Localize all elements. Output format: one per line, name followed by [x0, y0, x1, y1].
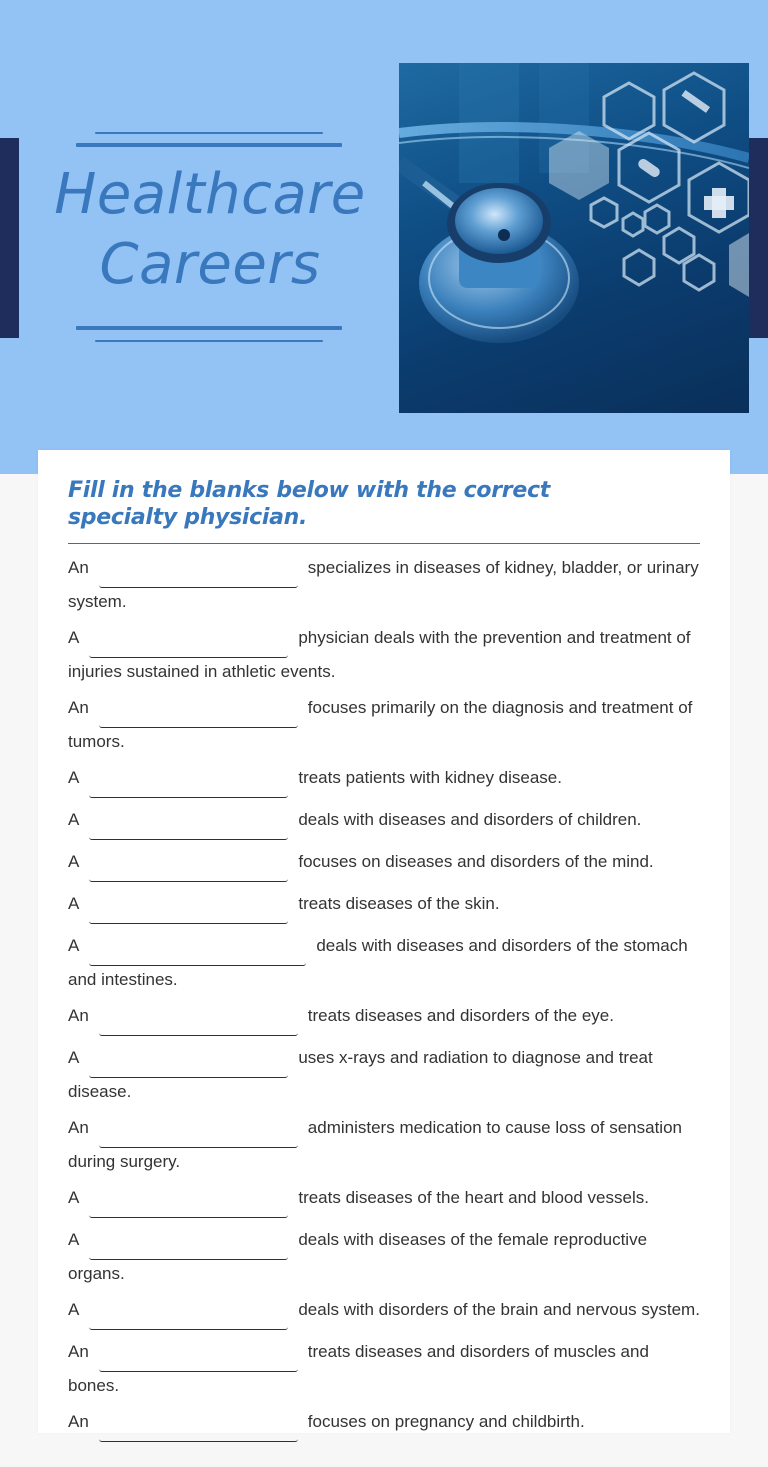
question-16 — [68, 1408, 700, 1442]
article: A — [68, 1230, 80, 1249]
instructions-heading: Fill in the blanks below with the correct specialty physician. — [68, 478, 550, 530]
question-text: deals with diseases and disorders of children. — [298, 810, 642, 829]
question-5 — [68, 806, 700, 840]
question-14 — [68, 1296, 700, 1330]
question-13 — [68, 1226, 700, 1288]
article: A — [68, 768, 80, 787]
article: An — [68, 1412, 89, 1431]
question-text: focuses primarily on the diagnosis and treatment of tumors. — [68, 698, 693, 751]
article: A — [68, 1300, 80, 1319]
answer-blank-6[interactable] — [89, 860, 288, 882]
answer-blank-2[interactable] — [89, 636, 288, 658]
question-text: treats diseases and disorders of muscles and bones. — [68, 1342, 649, 1395]
right-accent-bar — [749, 138, 768, 338]
article: A — [68, 894, 80, 913]
title-rule-bottom-thin — [95, 340, 323, 342]
question-11 — [68, 1114, 700, 1176]
answer-blank-14[interactable] — [89, 1308, 288, 1330]
question-text: focuses on diseases and disorders of the mind. — [298, 852, 654, 871]
question-12 — [68, 1184, 700, 1218]
question-2 — [68, 624, 700, 686]
article: A — [68, 628, 80, 647]
article: A — [68, 936, 80, 955]
answer-blank-9[interactable] — [99, 1014, 298, 1036]
title-line-1: Healthcare — [54, 162, 366, 227]
article: An — [68, 1342, 89, 1361]
question-text: uses x-rays and radiation to diagnose and treat disease. — [68, 1048, 653, 1101]
article: An — [68, 698, 89, 717]
question-9 — [68, 1002, 700, 1036]
article: A — [68, 1048, 80, 1067]
question-text: deals with diseases and disorders of the stomach and intestines. — [68, 936, 688, 989]
question-text: deals with disorders of the brain and nervous system. — [298, 1300, 700, 1319]
question-text: focuses on pregnancy and childbirth. — [307, 1412, 585, 1431]
answer-blank-5[interactable] — [89, 818, 288, 840]
answer-blank-10[interactable] — [89, 1056, 288, 1078]
question-text: treats patients with kidney disease. — [298, 768, 562, 787]
answer-blank-12[interactable] — [89, 1196, 288, 1218]
question-15 — [68, 1338, 700, 1400]
article: An — [68, 1118, 89, 1137]
answer-blank-11[interactable] — [99, 1126, 298, 1148]
answer-blank-4[interactable] — [89, 776, 288, 798]
answer-blank-8[interactable] — [89, 944, 306, 966]
question-text: deals with diseases of the female reproductive organs. — [68, 1230, 648, 1283]
answer-blank-16[interactable] — [99, 1420, 298, 1442]
page-title — [40, 160, 380, 300]
title-rule-top-thick — [76, 143, 342, 147]
article: A — [68, 1188, 80, 1207]
article: A — [68, 810, 80, 829]
question-text: treats diseases of the heart and blood vessels. — [298, 1188, 649, 1207]
question-text: treats diseases and disorders of the eye. — [307, 1006, 614, 1025]
question-4 — [68, 764, 700, 798]
answer-blank-3[interactable] — [99, 706, 298, 728]
answer-blank-7[interactable] — [89, 902, 288, 924]
title-rule-top-thin — [95, 132, 323, 134]
question-text: administers medication to cause loss of sensation during surgery. — [68, 1118, 682, 1171]
question-8 — [68, 932, 700, 994]
article: An — [68, 1006, 89, 1025]
worksheet-card — [38, 450, 730, 1433]
stethoscope-image — [399, 63, 749, 413]
question-text: treats diseases of the skin. — [298, 894, 500, 913]
question-10 — [68, 1044, 700, 1106]
article: An — [68, 558, 89, 577]
question-3 — [68, 694, 700, 756]
question-text: physician deals with the prevention and treatment of injuries sustained in athletic events. — [68, 628, 691, 681]
question-1 — [68, 554, 700, 616]
questions-list — [68, 554, 700, 1450]
title-rule-bottom-thick — [76, 326, 342, 330]
question-7 — [68, 890, 700, 924]
answer-blank-13[interactable] — [89, 1238, 288, 1260]
article: A — [68, 852, 80, 871]
answer-blank-15[interactable] — [99, 1350, 298, 1372]
question-6 — [68, 848, 700, 882]
question-text: specializes in diseases of kidney, bladder, or urinary system. — [68, 558, 699, 611]
answer-blank-1[interactable] — [99, 566, 298, 588]
heading-divider — [68, 543, 700, 544]
stethoscope-illustration-icon — [399, 63, 749, 413]
title-line-2: Careers — [99, 232, 321, 297]
left-accent-bar — [0, 138, 19, 338]
